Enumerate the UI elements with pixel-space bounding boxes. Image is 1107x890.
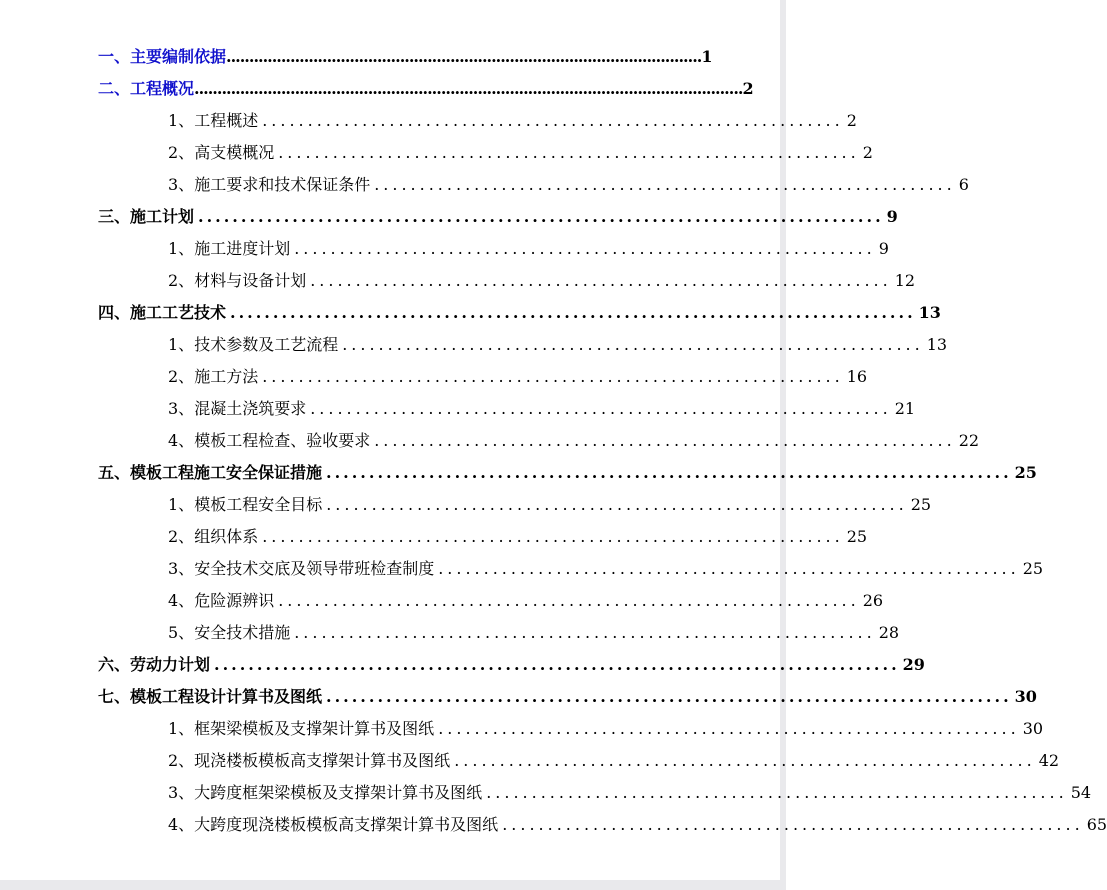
toc-leader: ................................................................ [374, 431, 956, 450]
toc-entry-page: 42 [1038, 751, 1060, 770]
toc-leader: ................................................................ [262, 527, 844, 546]
toc-entry[interactable] [168, 430, 980, 452]
toc-entry-number: 3、 [168, 399, 195, 418]
toc-entry-title: 施工要求和技术保证条件 [194, 175, 371, 194]
toc-entry-number: 3、 [168, 559, 195, 578]
toc-entry-number: 1、 [168, 111, 195, 130]
toc-leader: ................................................................ [374, 175, 956, 194]
toc-entry-number: 4、 [168, 431, 195, 450]
toc-entry-title: 一、主要编制依据 [98, 47, 227, 66]
toc-entry[interactable] [98, 206, 898, 228]
toc-entry[interactable] [168, 526, 868, 548]
toc-entry[interactable] [98, 686, 1037, 708]
toc-entry-title: 三、施工计划 [98, 207, 195, 226]
toc-entry-title: 危险源辨识 [194, 591, 275, 610]
toc-entry-title: 4、大跨度现浇楼板模板高支撑架计算书及图纸 [168, 815, 499, 834]
toc-entry-title: 技术参数及工艺流程 [194, 335, 339, 354]
toc-entry-page: 2 [846, 111, 857, 130]
toc-entry-page: 30 [1014, 687, 1037, 706]
toc-entry-title: 工程概述 [194, 111, 259, 130]
toc-entry-page: 28 [878, 623, 900, 642]
toc-entry-number: 2、 [168, 271, 195, 290]
toc-entry-title: 高支模概况 [194, 143, 275, 162]
toc-entry[interactable] [168, 718, 1044, 740]
toc-leader: ................................................................ [278, 143, 860, 162]
toc-entry[interactable] [168, 494, 932, 516]
toc-leader: ........................................................................................................ [226, 47, 702, 66]
toc-entry[interactable] [168, 590, 884, 612]
toc-entry-page: 25 [910, 495, 932, 514]
toc-entry-page: 26 [862, 591, 884, 610]
toc-leader: ................................................................ [486, 783, 1068, 802]
toc-leader: ................................................................................ [214, 655, 900, 674]
toc-entry-title: 四、施工工艺技术 [98, 303, 227, 322]
toc-entry-title: 2、现浇楼板模板高支撑架计算书及图纸 [168, 751, 451, 770]
toc-entry[interactable] [168, 750, 1060, 772]
toc-entry-page: 29 [902, 655, 925, 674]
toc-entry-title: 模板工程安全目标 [194, 495, 323, 514]
toc-leader: ................................................................ [326, 495, 908, 514]
toc-entry-title: 3、大跨度框架梁模板及支撑架计算书及图纸 [168, 783, 483, 802]
toc-entry[interactable] [168, 814, 1107, 836]
toc-entry-title: 模板工程检查、验收要求 [194, 431, 371, 450]
toc-entry[interactable] [168, 174, 969, 196]
toc-entry-page: 22 [958, 431, 980, 450]
page-edge-bottom [0, 880, 786, 890]
toc-entry[interactable] [168, 622, 900, 644]
toc-entry-page: 54 [1070, 783, 1092, 802]
toc-entry-page: 65 [1086, 815, 1107, 834]
toc-entry[interactable] [168, 238, 889, 260]
toc-entry[interactable] [98, 302, 941, 324]
toc-leader: ................................................................ [262, 111, 844, 130]
toc-entry-title: 1、框架梁模板及支撑架计算书及图纸 [168, 719, 435, 738]
toc-leader: ................................................................ [310, 271, 892, 290]
toc-leader: ................................................................ [342, 335, 924, 354]
toc-entry-page: 25 [1022, 559, 1044, 578]
toc-entry-title: 五、模板工程施工安全保证措施 [98, 463, 323, 482]
toc-entry[interactable] [98, 78, 754, 100]
toc-entry-page: 25 [1014, 463, 1037, 482]
toc-entry-page: 21 [894, 399, 916, 418]
toc-entry-page: 6 [958, 175, 969, 194]
toc-entry[interactable] [168, 110, 857, 132]
toc-entry-number: 5、 [168, 623, 195, 642]
toc-entry-number: 2、 [168, 527, 195, 546]
toc-entry-title: 七、模板工程设计计算书及图纸 [98, 687, 323, 706]
toc-entry-page: 9 [878, 239, 889, 258]
toc-entry-number: 1、 [168, 335, 195, 354]
toc-entry-number: 1、 [168, 495, 195, 514]
toc-leader: ................................................................ [502, 815, 1084, 834]
toc-entry-number: 4、 [168, 591, 195, 610]
toc-leader: ........................................................................................................................ [194, 79, 743, 98]
toc-entry-page: 2 [862, 143, 873, 162]
toc-entry[interactable] [98, 46, 713, 68]
toc-entry-page: 2 [742, 79, 754, 98]
toc-entry[interactable] [168, 334, 948, 356]
toc-leader: ................................................................ [454, 751, 1036, 770]
toc-entry[interactable] [98, 654, 925, 676]
toc-entry-title: 施工方法 [194, 367, 259, 386]
toc-entry[interactable] [168, 270, 916, 292]
toc-entry[interactable] [98, 462, 1037, 484]
toc-entry-title: 施工进度计划 [194, 239, 291, 258]
toc-entry-page: 25 [846, 527, 868, 546]
toc-entry-page: 9 [886, 207, 898, 226]
toc-entry-page: 13 [926, 335, 948, 354]
toc-entry-title: 安全技术措施 [194, 623, 291, 642]
toc-leader: ................................................................ [294, 623, 876, 642]
toc-entry-number: 2、 [168, 367, 195, 386]
toc-entry-page: 13 [918, 303, 941, 322]
toc-entry-page: 30 [1022, 719, 1044, 738]
toc-leader: ................................................................................ [326, 463, 1012, 482]
toc-entry[interactable] [168, 398, 916, 420]
toc-entry-number: 1、 [168, 239, 195, 258]
toc-entry[interactable] [168, 142, 873, 164]
toc-entry[interactable] [168, 782, 1092, 804]
toc-entry-page: 16 [846, 367, 868, 386]
toc-leader: ................................................................ [310, 399, 892, 418]
toc-leader: ................................................................ [438, 719, 1020, 738]
toc-leader: ................................................................ [262, 367, 844, 386]
toc-entry[interactable] [168, 558, 1044, 580]
toc-entry-number: 3、 [168, 175, 195, 194]
toc-entry-title: 混凝土浇筑要求 [194, 399, 307, 418]
toc-entry[interactable] [168, 366, 868, 388]
toc-entry-title: 二、工程概况 [98, 79, 195, 98]
toc-entry-number: 2、 [168, 143, 195, 162]
toc-leader: ................................................................................ [230, 303, 916, 322]
toc-entry-title: 六、劳动力计划 [98, 655, 211, 674]
toc-leader: ................................................................................ [198, 207, 884, 226]
toc-leader: ................................................................................ [326, 687, 1012, 706]
toc-entry-title: 组织体系 [194, 527, 259, 546]
toc-entry-page: 1 [701, 47, 713, 66]
toc-leader: ................................................................ [438, 559, 1020, 578]
toc-entry-title: 安全技术交底及领导带班检查制度 [194, 559, 435, 578]
toc-leader: ................................................................ [278, 591, 860, 610]
toc-entry-page: 12 [894, 271, 916, 290]
toc-leader: ................................................................ [294, 239, 876, 258]
toc-entry-title: 材料与设备计划 [194, 271, 307, 290]
